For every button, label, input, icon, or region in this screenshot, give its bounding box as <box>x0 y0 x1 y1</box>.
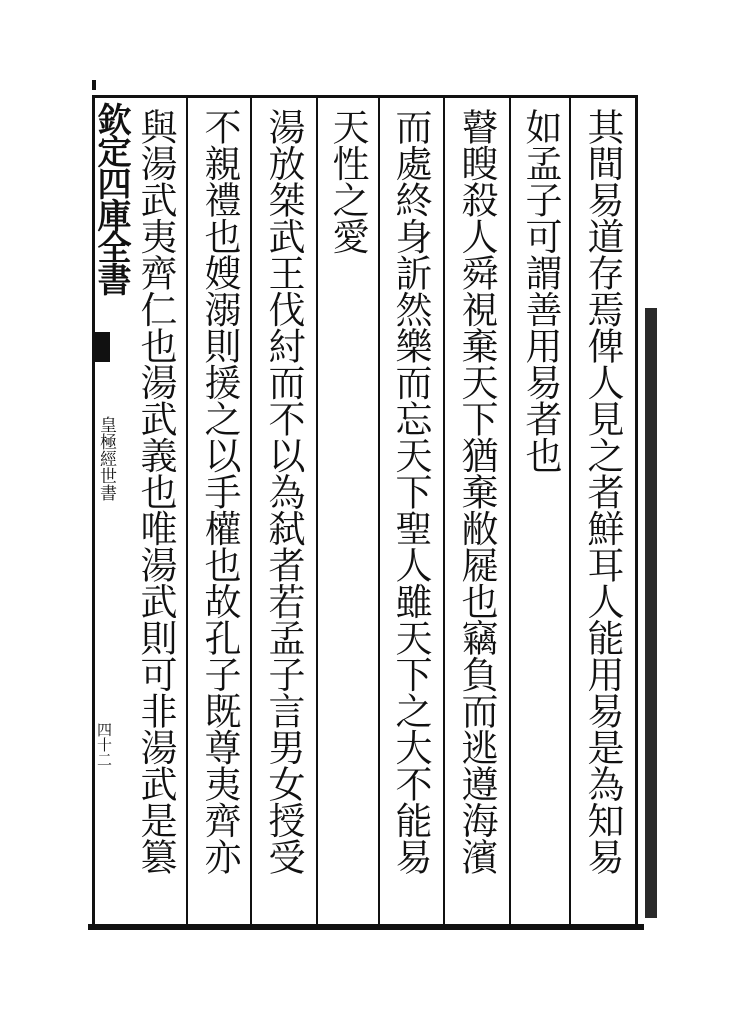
fishtail-mark <box>92 332 110 362</box>
column-rule <box>443 98 445 924</box>
column-rule <box>250 98 252 924</box>
text-column-2: 如孟子可謂善用易者也 <box>519 108 562 473</box>
text-column-7: 不親禮也嫂溺則援之以手權也故孔子既尊夷齊亦 <box>198 108 241 875</box>
text-column-3: 瞽瞍殺人舜視棄天下猶棄敝屣也竊負而逃遵海濱 <box>455 108 498 875</box>
text-column-5: 天性之愛 <box>326 108 369 254</box>
column-rule <box>509 98 511 924</box>
text-column-1: 其間易道存焉俾人見之者鮮耳人能用易是為知易 <box>581 108 624 875</box>
ink-mark <box>92 80 96 90</box>
column-rule <box>569 98 571 924</box>
frame-top-border <box>92 95 638 98</box>
text-column-6: 湯放桀武王伐紂而不以為弑者若孟子言男女授受 <box>262 108 305 875</box>
text-column-4: 而處終身訢然樂而忘天下聖人雖天下之大不能易 <box>389 108 432 875</box>
column-rule <box>316 98 318 924</box>
margin-book-title: 欽定四庫全書 <box>91 102 131 294</box>
scan-edge-shadow <box>645 308 657 918</box>
frame-bottom-border <box>88 924 644 930</box>
column-rule <box>378 98 380 924</box>
column-rule <box>186 98 188 924</box>
page-number: 四十二 <box>95 722 113 767</box>
margin-subtitle: 皇極經世書 <box>96 416 116 501</box>
text-column-8: 與湯武夷齊仁也湯武義也唯湯武則可非湯武是篡 <box>134 108 177 875</box>
